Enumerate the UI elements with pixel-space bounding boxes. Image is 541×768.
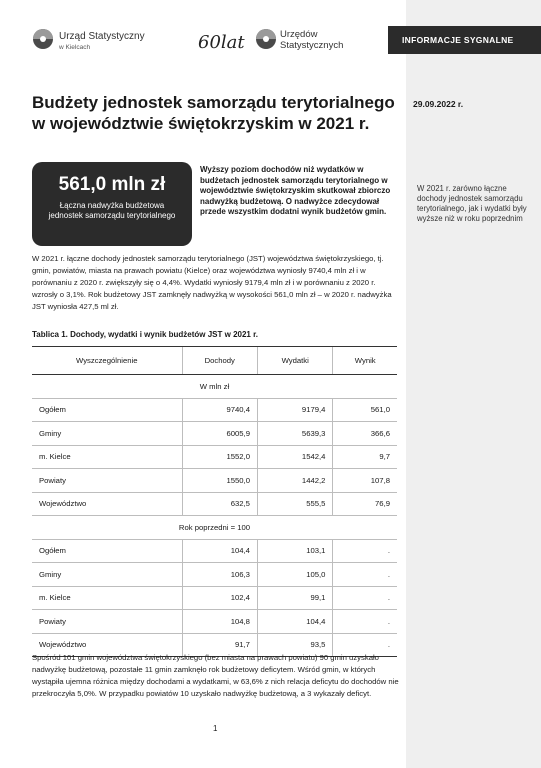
highlight-box xyxy=(32,162,192,246)
table-title: Tablica 1. Dochody, wydatki i wynik budżetów JST w 2021 r. xyxy=(32,330,258,339)
row-label: Powiaty xyxy=(32,610,182,634)
cell-result: . xyxy=(333,539,397,563)
cell-result: . xyxy=(333,563,397,587)
row-label: Ogółem xyxy=(32,398,182,422)
cell-result: 9,7 xyxy=(333,445,397,469)
cell-result: . xyxy=(333,610,397,634)
cell-expenses: 1542,4 xyxy=(257,445,332,469)
cell-result: 366,6 xyxy=(333,422,397,446)
col-header-result: Wynik xyxy=(333,347,397,375)
cell-income: 104,8 xyxy=(182,610,257,634)
anniversary-logo xyxy=(196,28,250,54)
cell-expenses: 5639,3 xyxy=(257,422,332,446)
row-label: Województwo xyxy=(32,633,182,657)
cell-expenses: 9179,4 xyxy=(257,398,332,422)
publication-type-badge: INFORMACJE SYGNALNE xyxy=(388,26,541,54)
org-city: w Kielcach xyxy=(59,44,91,51)
table-row xyxy=(32,492,397,516)
cell-expenses: 1442,2 xyxy=(257,469,332,493)
section-label: W mln zł xyxy=(32,375,397,399)
lead-text: Wyższy poziom dochodów niż wydatków w budżetach jednostek samorządu terytorialnego w województwie świętokrzyskim skutkował zbiorczo nadwyżką budżetową. O nadwyżce zdecydował przede wszystkim dodatni wynik budżetów gmin. xyxy=(200,165,391,216)
cell-expenses: 105,0 xyxy=(257,563,332,587)
publication-date: 29.09.2022 r. xyxy=(413,99,464,109)
table-row xyxy=(32,445,397,469)
row-label: m. Kielce xyxy=(32,586,182,610)
cell-result: 561,0 xyxy=(333,398,397,422)
row-label: Powiaty xyxy=(32,469,182,493)
cell-income: 632,5 xyxy=(182,492,257,516)
cell-income: 9740,4 xyxy=(182,398,257,422)
cell-expenses: 555,5 xyxy=(257,492,332,516)
title-line-1: Budżety jednostek samorządu terytorialnego xyxy=(32,93,395,112)
col-header-income: Dochody xyxy=(182,347,257,375)
row-label: m. Kielce xyxy=(32,445,182,469)
page-number: 1 xyxy=(213,724,218,733)
anniversary-org: Urzędów Statystycznych xyxy=(280,29,344,51)
row-label: Ogółem xyxy=(32,539,182,563)
title-line-2: w województwie świętokrzyskim w 2021 r. xyxy=(32,114,370,133)
cell-result: . xyxy=(333,586,397,610)
cell-result: 107,8 xyxy=(333,469,397,493)
table-row xyxy=(32,539,397,563)
section-label: Rok poprzedni = 100 xyxy=(32,516,397,540)
table-row xyxy=(32,586,397,610)
cell-income: 106,3 xyxy=(182,563,257,587)
cell-income: 1550,0 xyxy=(182,469,257,493)
cell-income: 91,7 xyxy=(182,633,257,657)
highlight-caption: Łączna nadwyżka budżetowa jednostek samorządu terytorialnego xyxy=(48,201,176,220)
table-row xyxy=(32,422,397,446)
org-name: Urząd Statystyczny xyxy=(59,31,145,42)
cell-result: 76,9 xyxy=(333,492,397,516)
col-header-item: Wyszczególnienie xyxy=(32,347,182,375)
paragraph-1: W 2021 r. łączne dochody jednostek samorządu terytorialnego (JST) województwa świętokrzyskiego, tj. gmin, powiatów, miasta na prawach powiatu (Kielce) oraz województwa wyniosły 9740,4 mln zł i w porównaniu z 2020 r. zwiększyły się o 4,4%. Wydatki wyniosły 9179,4 mln zł i w porównaniu z 2020 r. wzrosły o 3,1%. Rok budżetowy JST zamknęły nadwyżką w wysokości 561,0 mln zł – w 2020 r. nadwyżka JST wyniosła 427,5 ml zł. xyxy=(32,254,392,311)
cell-expenses: 99,1 xyxy=(257,586,332,610)
row-label: Gminy xyxy=(32,422,182,446)
cell-income: 102,4 xyxy=(182,586,257,610)
anniversary-logo-text: 60lat xyxy=(198,32,245,53)
table-row xyxy=(32,563,397,587)
row-label: Gminy xyxy=(32,563,182,587)
page-title xyxy=(32,92,402,134)
col-header-expenses: Wydatki xyxy=(257,347,332,375)
row-label: Województwo xyxy=(32,492,182,516)
cell-expenses: 103,1 xyxy=(257,539,332,563)
cell-income: 6005,9 xyxy=(182,422,257,446)
cell-expenses: 104,4 xyxy=(257,610,332,634)
cell-income: 1552,0 xyxy=(182,445,257,469)
side-note: W 2021 r. zarówno łączne dochody jednostek samorządu terytorialnego, jak i wydatki były wyższe niż w roku poprzednim xyxy=(417,184,527,223)
highlight-value: 561,0 mln zł xyxy=(58,174,166,195)
cell-expenses: 93,5 xyxy=(257,633,332,657)
circle-logo-icon-2 xyxy=(255,28,277,50)
table-row xyxy=(32,610,397,634)
cell-income: 104,4 xyxy=(182,539,257,563)
table-row xyxy=(32,469,397,493)
table-header-row xyxy=(32,347,397,375)
budget-table xyxy=(32,346,397,657)
paragraph-2: Spośród 101 gmin województwa świętokrzyskiego (bez miasta na prawach powiatu) 90 gmin uzyskało nadwyżkę budżetową, pozostałe 11 gmin zamknęło rok budżetowy deficytem. Wśród gmin, w których wystąpiła ujemna różnica między dochodami a wydatkami, w 63,6% z nich relacja deficytu do dochodów nie przekroczyła 5,0%. W przypadku powiatów 10 uzyskało nadwyżkę budżetową, a 3 wykazały deficyt. xyxy=(32,653,399,698)
circle-logo-icon xyxy=(32,28,54,50)
cell-result: . xyxy=(333,633,397,657)
sidebar-panel xyxy=(406,0,541,768)
table-row xyxy=(32,398,397,422)
